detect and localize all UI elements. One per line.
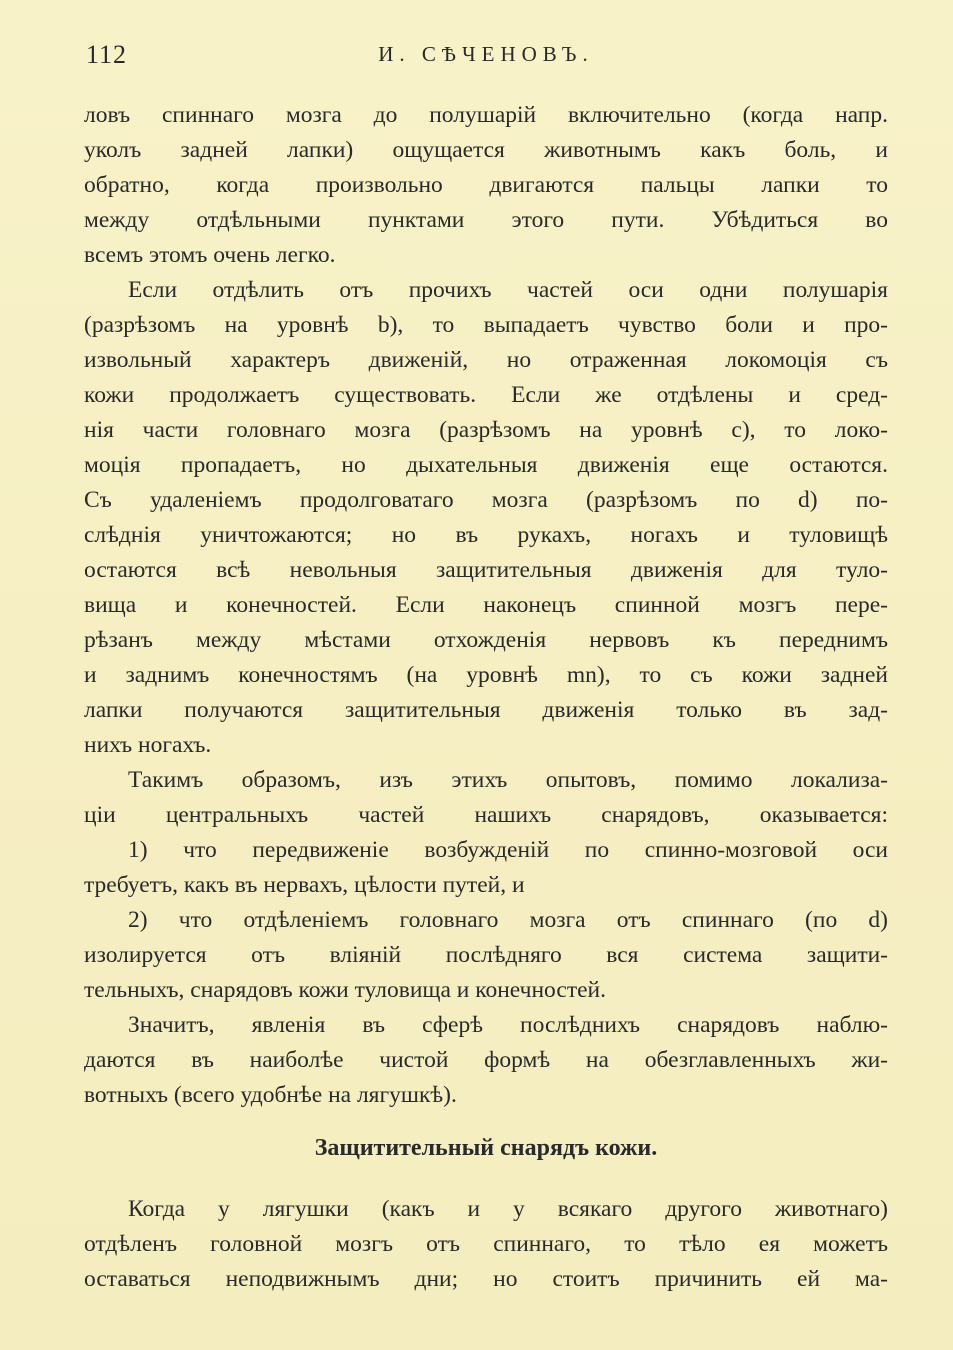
- text-line: даются въ наиболѣе чистой формѣ на обезглавленныхъ жи-: [84, 1047, 888, 1073]
- text-line: слѣднія уничтожаются; но въ рукахъ, ногахъ и туловищѣ: [84, 522, 888, 548]
- text-line: между отдѣльными пунктами этого пути. Убѣдиться во: [84, 207, 888, 233]
- running-head: И. СѢЧЕНОВЪ.: [378, 42, 594, 66]
- text-line: моція пропадаетъ, но дыхательныя движенія еще остаются.: [84, 452, 888, 478]
- text-line: ловъ спиннаго мозга до полушарій включительно (когда напр.: [84, 102, 888, 128]
- text-line: извольный характеръ движеній, но отраженная локомоція съ: [84, 347, 888, 373]
- text-line: Значитъ, явленія въ сферѣ послѣднихъ снарядовъ наблю-: [128, 1012, 888, 1038]
- text-line: нія части головнаго мозга (разрѣзомъ на уровнѣ c), то локо-: [84, 417, 888, 443]
- text-line: Если отдѣлить отъ прочихъ частей оси одни полушарія: [128, 277, 888, 303]
- body-text-continued: [84, 1192, 888, 1297]
- text-line: тельныхъ, снарядовъ кожи туловища и конечностей.: [84, 977, 606, 1003]
- text-line: и заднимъ конечностямъ (на уровнѣ mn), то съ кожи задней: [84, 662, 888, 688]
- text-line: кожи продолжаетъ существовать. Если же отдѣлены и сред-: [84, 382, 888, 408]
- text-line: отдѣленъ головной мозгъ отъ спиннаго, то тѣло ея можетъ: [84, 1231, 888, 1257]
- text-line: изолируется отъ вліяній послѣдняго вся система защити-: [84, 942, 888, 968]
- text-line: Съ удаленіемъ продолговатаго мозга (разрѣзомъ по d) по-: [84, 487, 888, 513]
- text-line: вотныхъ (всего удобнѣе на лягушкѣ).: [84, 1082, 457, 1108]
- text-line: лапки получаются защитительныя движенія только въ зад-: [84, 697, 888, 723]
- text-line: требуетъ, какъ въ нервахъ, цѣлости путей, и: [84, 872, 525, 898]
- text-line: (разрѣзомъ на уровнѣ b), то выпадаетъ чувство боли и про-: [84, 312, 888, 338]
- text-line: 2) что отдѣленіемъ головнаго мозга отъ спиннаго (по d): [128, 907, 888, 933]
- text-line: нихъ ногахъ.: [84, 732, 212, 758]
- text-line: вища и конечностей. Если наконецъ спинной мозгъ пере-: [84, 592, 888, 618]
- text-line: Когда у лягушки (какъ и у всякаго другого животнаго): [128, 1196, 888, 1222]
- text-line: 1) что передвиженіе возбужденій по спинно-мозговой оси: [128, 837, 888, 863]
- section-heading: Защитительный снарядъ кожи.: [314, 1135, 658, 1161]
- text-line: всемъ этомъ очень легко.: [84, 242, 336, 268]
- text-line: остаются всѣ невольныя защитительныя движенія для туло-: [84, 557, 888, 583]
- page-header: [86, 40, 886, 76]
- page-number: 112: [86, 40, 128, 69]
- text-line: ціи центральныхъ частей нашихъ снарядовъ, оказывается:: [84, 802, 888, 828]
- text-line: Такимъ образомъ, изъ этихъ опытовъ, помимо локализа-: [128, 767, 888, 793]
- text-line: уколъ задней лапки) ощущается животнымъ какъ боль, и: [84, 137, 888, 163]
- text-line: обратно, когда произвольно двигаются пальцы лапки то: [84, 172, 888, 198]
- body-text: [84, 98, 888, 1113]
- text-line: оставаться неподвижнымъ дни; но стоитъ причинить ей ма-: [84, 1266, 888, 1292]
- text-line: рѣзанъ между мѣстами отхожденія нервовъ къ переднимъ: [84, 627, 888, 653]
